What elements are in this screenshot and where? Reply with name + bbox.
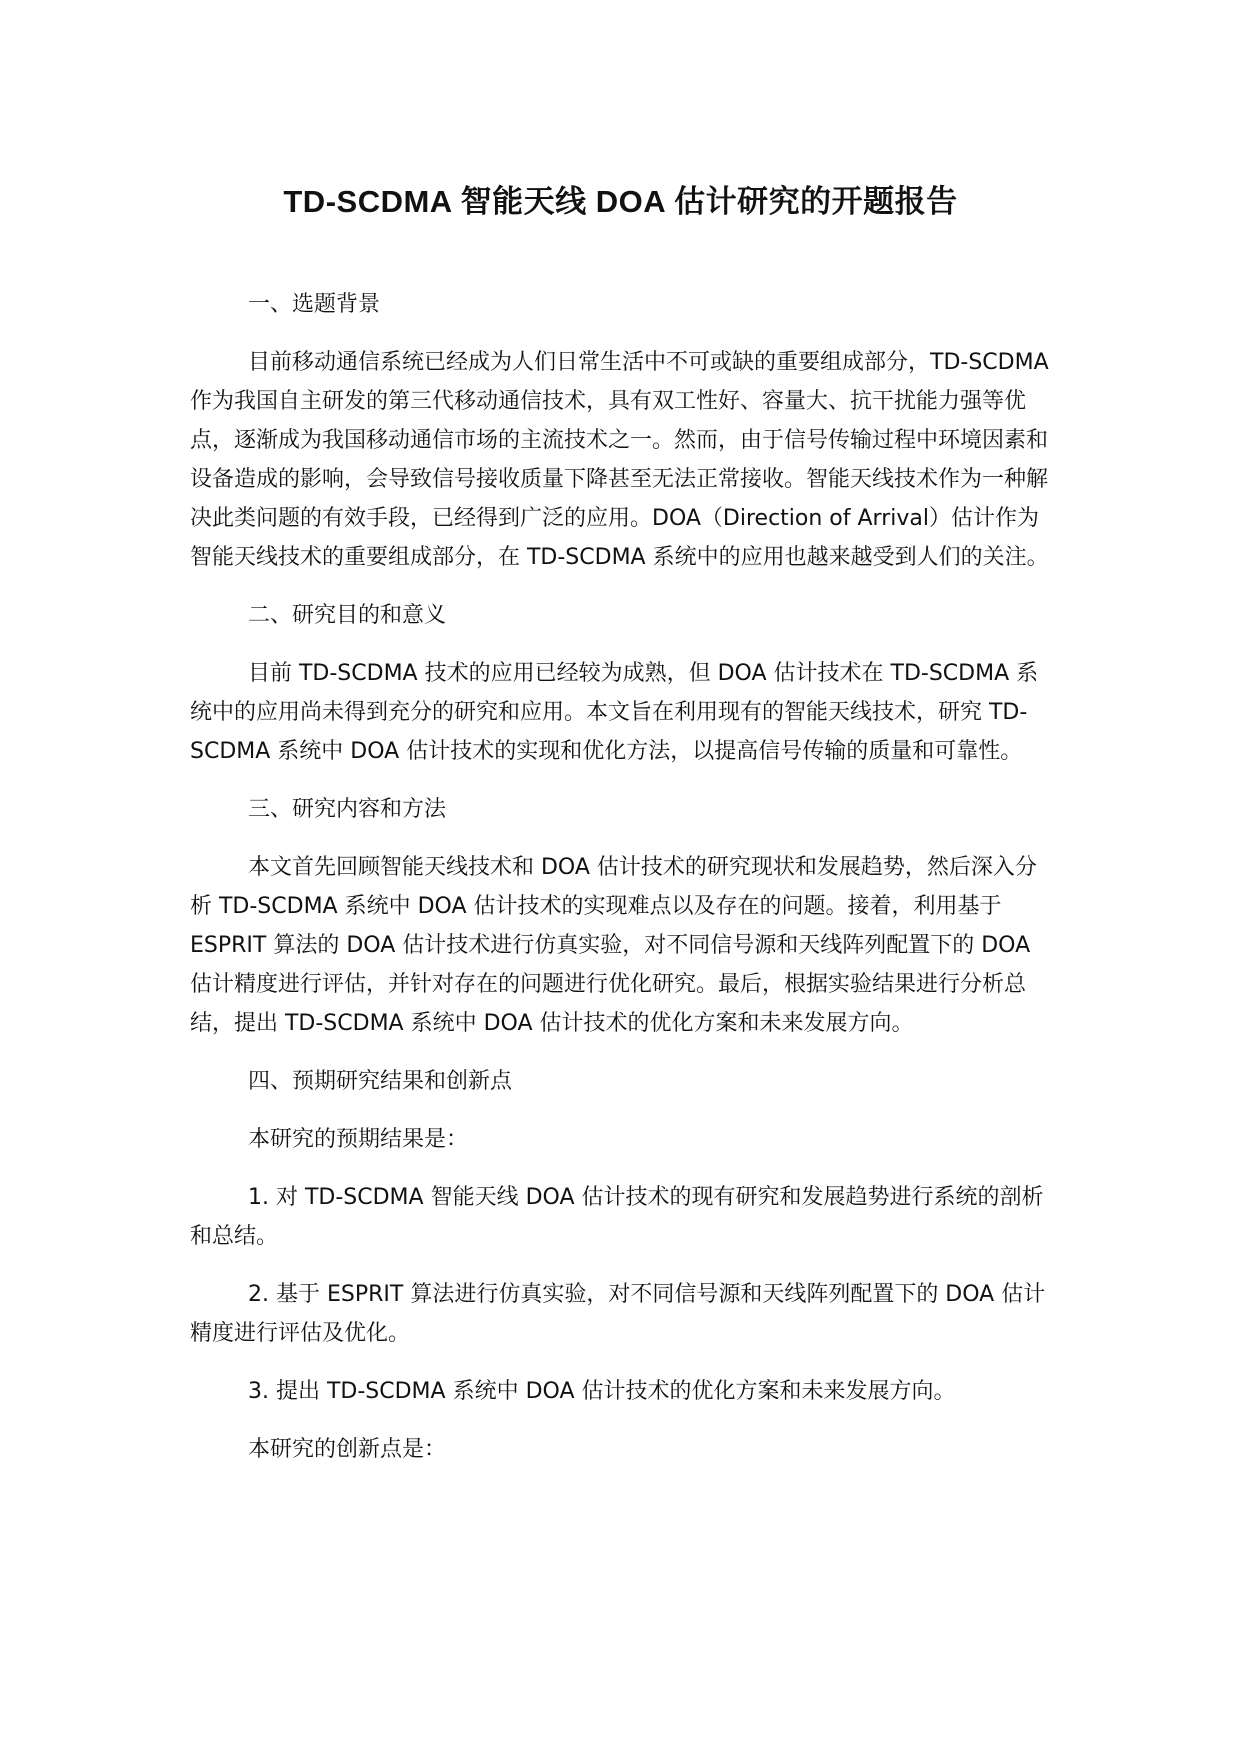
section-heading: 一、选题背景	[248, 292, 381, 317]
list-item: 1. 对 TD-SCDMA 智能天线 DOA 估计技术的现有研究和发展趋势进行系统的剖析和总结。	[190, 1185, 1044, 1249]
list-item: 3. 提出 TD-SCDMA 系统中 DOA 估计技术的优化方案和未来发展方向。	[248, 1379, 956, 1404]
list-item: 2. 基于 ESPRIT 算法进行仿真实验，对不同信号源和天线阵列配置下的 DOA 估计精度进行评估及优化。	[190, 1282, 1046, 1346]
paragraph: 目前移动通信系统已经成为人们日常生活中不可或缺的重要组成部分，TD-SCDMA 作为我国自主研发的第三代移动通信技术，具有双工性好、容量大、抗干扰能力强等优点，逐渐成为我国移动通信市场的主流技术之一。然而，由于信号传输过程中环境因素和设备造成的影响，会导致信号接收质量下降甚至无法正常接收。智能天线技术作为一种解决此类问题的有效手段，已经得到广泛的应用。DOA（Direction of Arrival）估计作为智能天线技术的重要组成部分，在 TD-SCDMA 系统中的应用也越来越受到人们的关注。	[190, 350, 1049, 570]
paragraph: 目前 TD-SCDMA 技术的应用已经较为成熟，但 DOA 估计技术在 TD-SCDMA 系统中的应用尚未得到充分的研究和应用。本文旨在利用现有的智能天线技术，研究 TD-SCDMA 系统中 DOA 估计技术的实现和优化方法，以提高信号传输的质量和可靠性。	[190, 661, 1039, 764]
paragraph: 本研究的预期结果是：	[248, 1127, 469, 1152]
section-heading: 四、预期研究结果和创新点	[248, 1069, 513, 1094]
paragraph: 本文首先回顾智能天线技术和 DOA 估计技术的研究现状和发展趋势，然后深入分析 TD-SCDMA 系统中 DOA 估计技术的实现难点以及存在的问题。接着，利用基于 ESPRIT 算法的 DOA 估计技术进行仿真实验，对不同信号源和天线阵列配置下的 DOA 估计精度进行评估，并针对存在的问题进行优化研究。最后，根据实验结果进行分析总结，提出 TD-SCDMA 系统中 DOA 估计技术的优化方案和未来发展方向。	[190, 855, 1037, 1036]
section-heading: 二、研究目的和意义	[248, 603, 447, 628]
document-title: TD-SCDMA 智能天线 DOA 估计研究的开题报告	[283, 184, 958, 219]
paragraph: 本研究的创新点是：	[248, 1437, 447, 1462]
document-body	[190, 285, 1056, 1488]
section-heading: 三、研究内容和方法	[248, 797, 447, 822]
